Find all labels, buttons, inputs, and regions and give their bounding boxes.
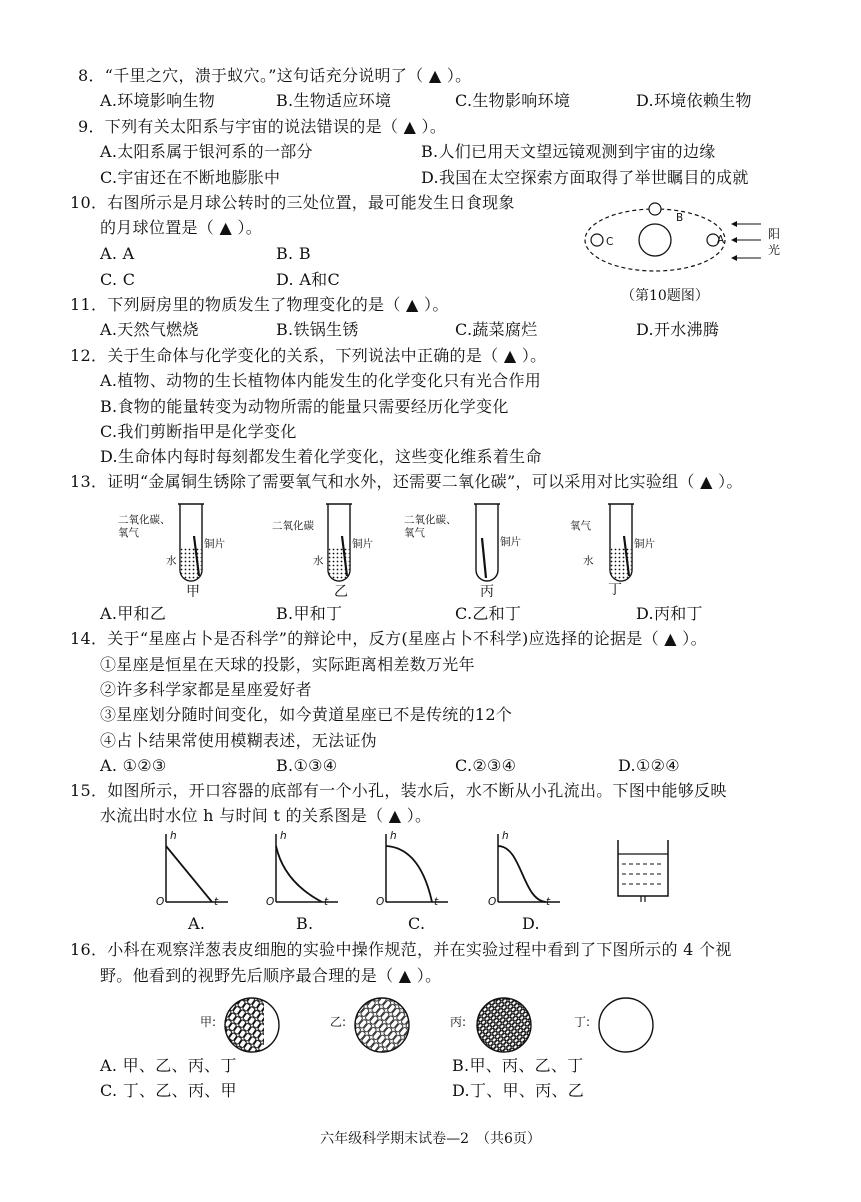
graph-d bbox=[492, 832, 562, 912]
q9-option-d[interactable]: D.我国在太空探索方面取得了举世瞩目的成就 bbox=[421, 168, 749, 187]
graph-a-label[interactable]: A. bbox=[188, 914, 206, 933]
view-ding-label: 丁: bbox=[574, 1015, 591, 1029]
tube-ding-name: 丁 bbox=[608, 582, 622, 598]
view-bing-label: 丙: bbox=[450, 1015, 467, 1029]
q8-option-d[interactable]: D.环境依赖生物 bbox=[636, 91, 752, 110]
graph-b-origin: O bbox=[266, 896, 275, 908]
fig10-label-c: C bbox=[606, 236, 614, 248]
q16-option-c[interactable]: C. 丁、乙、丙、甲 bbox=[100, 1081, 237, 1100]
q14-premise-4: ④占卜结果常使用模糊表述，无法证伪 bbox=[100, 731, 378, 750]
q10-stem: 10．右图所示是月球公转时的三处位置，最可能发生日食现象 bbox=[70, 193, 515, 212]
tube-jia-gas2: 氧气 bbox=[118, 527, 139, 539]
graph-d-origin: O bbox=[488, 896, 497, 908]
graph-c-t: t bbox=[434, 896, 439, 908]
moon-orbit-figure bbox=[585, 196, 785, 296]
test-tube-ding bbox=[590, 500, 640, 590]
tube-yi-water: 水 bbox=[313, 555, 324, 567]
q8-option-c[interactable]: C.生物影响环境 bbox=[455, 91, 571, 110]
q11-option-a[interactable]: A.天然气燃烧 bbox=[100, 320, 199, 339]
q13-option-a[interactable]: A.甲和乙 bbox=[100, 604, 167, 623]
q12-option-a[interactable]: A.植物、动物的生长植物体内能发生的化学变化只有光合作用 bbox=[100, 371, 542, 390]
graph-b-t: t bbox=[324, 896, 329, 908]
q16-option-b[interactable]: B.甲、丙、乙、丁 bbox=[452, 1056, 584, 1075]
tube-yi-name: 乙 bbox=[334, 584, 348, 600]
q16-stem-cont: 野。他看到的视野先后顺序最合理的是（ ▲ ）。 bbox=[100, 966, 442, 985]
tube-jia-name: 甲 bbox=[186, 584, 200, 600]
q16-stem: 16．小科在观察洋葱表皮细胞的实验中操作规范，并在实验过程中看到了下图所示的 4 个视 bbox=[70, 940, 732, 959]
tube-jia-copper: 铜片 bbox=[204, 538, 225, 550]
tube-jia-gas1: 二氧化碳、 bbox=[118, 514, 171, 526]
graph-b bbox=[270, 832, 340, 912]
tube-bing-gas2: 氧气 bbox=[404, 527, 425, 539]
test-tube-bing bbox=[456, 500, 506, 590]
q15-stem-cont: 水流出时水位 h 与时间 t 的关系图是（ ▲ ）。 bbox=[100, 806, 432, 825]
microscope-view-yi bbox=[352, 995, 412, 1055]
q11-option-c[interactable]: C.蔬菜腐烂 bbox=[455, 320, 538, 339]
q12-option-c[interactable]: C.我们剪断指甲是化学变化 bbox=[100, 422, 297, 441]
q10-option-b[interactable]: B. B bbox=[276, 244, 311, 263]
tube-yi-copper: 铜片 bbox=[352, 538, 373, 550]
q14-stem: 14．关于“星座占卜是否科学”的辩论中，反方(星座占卜不科学)应选择的论据是（ ▲ ）。 bbox=[70, 629, 707, 648]
fig10-light-label: 光 bbox=[768, 243, 781, 257]
q10-option-d[interactable]: D. A和C bbox=[276, 270, 341, 289]
fig10-label-a: A bbox=[717, 234, 725, 246]
q9-option-a[interactable]: A.太阳系属于银河系的一部分 bbox=[100, 142, 313, 161]
graph-c-origin: O bbox=[376, 896, 385, 908]
q14-option-c[interactable]: C.②③④ bbox=[455, 756, 517, 775]
q13-option-c[interactable]: C.乙和丁 bbox=[455, 604, 522, 623]
fig10-label-b: B bbox=[676, 212, 684, 224]
q8-option-b[interactable]: B.生物适应环境 bbox=[276, 91, 392, 110]
graph-a-t: t bbox=[214, 896, 219, 908]
q12-stem: 12．关于生命体与化学变化的关系，下列说法中正确的是（ ▲ ）。 bbox=[70, 346, 547, 365]
tube-bing-copper: 铜片 bbox=[500, 536, 521, 548]
q14-option-b[interactable]: B.①③④ bbox=[276, 756, 338, 775]
q11-option-d[interactable]: D.开水沸腾 bbox=[636, 320, 720, 339]
q10-stem-cont: 的月球位置是（ ▲ ）。 bbox=[100, 218, 263, 237]
tube-ding-copper: 铜片 bbox=[634, 538, 655, 550]
graph-d-t: t bbox=[546, 896, 551, 908]
q14-premise-2: ②许多科学家都是星座爱好者 bbox=[100, 680, 312, 699]
graph-b-label[interactable]: B. bbox=[296, 914, 314, 933]
q9-option-b[interactable]: B.人们已用天文望远镜观测到宇宙的边缘 bbox=[421, 142, 716, 161]
microscope-view-ding bbox=[596, 995, 656, 1055]
q12-option-b[interactable]: B.食物的能量转变为动物所需的能量只需要经历化学变化 bbox=[100, 397, 509, 416]
graph-a-h: h bbox=[170, 830, 177, 842]
q9-stem: 9．下列有关太阳系与宇宙的说法错误的是（ ▲ ）。 bbox=[78, 117, 447, 136]
q10-option-c[interactable]: C. C bbox=[100, 270, 136, 289]
tube-ding-water: 水 bbox=[583, 555, 594, 567]
tube-bing-name: 丙 bbox=[480, 584, 494, 600]
q14-option-a[interactable]: A. ①②③ bbox=[100, 756, 167, 775]
tube-bing-gas1: 二氧化碳、 bbox=[404, 514, 457, 526]
view-jia-label: 甲: bbox=[200, 1015, 217, 1029]
fig10-sun-label: 阳 bbox=[768, 227, 781, 241]
open-container-diagram bbox=[612, 840, 682, 910]
q14-premise-3: ③星座划分随时间变化，如今黄道星座已不是传统的12个 bbox=[100, 705, 513, 724]
q13-option-d[interactable]: D.丙和丁 bbox=[636, 604, 703, 623]
tube-jia-water: 水 bbox=[166, 555, 177, 567]
q15-stem: 15．如图所示，开口容器的底部有一个小孔，装水后，水不断从小孔流出。下图中能够反映 bbox=[70, 781, 727, 800]
q8-option-a[interactable]: A.环境影响生物 bbox=[100, 91, 216, 110]
page-footer: 六年级科学期末试卷—2 （共6页） bbox=[320, 1131, 541, 1147]
q13-stem: 13．证明“金属铜生锈除了需要氧气和水外，还需要二氧化碳”，可以采用对比实验组（ ▲ ）。 bbox=[70, 472, 743, 491]
fig10-caption: （第10题图） bbox=[621, 288, 709, 304]
graph-b-h: h bbox=[280, 830, 287, 842]
graph-a bbox=[160, 832, 230, 912]
q16-option-d[interactable]: D.丁、甲、丙、乙 bbox=[452, 1081, 585, 1100]
graph-c-h: h bbox=[390, 830, 397, 842]
tube-yi-gas1: 二氧化碳 bbox=[272, 520, 314, 532]
q12-option-d[interactable]: D.生命体内每时每刻都发生着化学变化，这些变化维系着生命 bbox=[100, 447, 542, 466]
q11-option-b[interactable]: B.铁锅生锈 bbox=[276, 320, 359, 339]
test-tube-yi bbox=[308, 500, 358, 590]
graph-d-h: h bbox=[502, 830, 509, 842]
graph-c bbox=[380, 832, 450, 912]
q11-stem: 11．下列厨房里的物质发生了物理变化的是（ ▲ ）。 bbox=[70, 295, 449, 314]
q9-option-c[interactable]: C.宇宙还在不断地膨胀中 bbox=[100, 168, 281, 187]
tube-ding-gas1: 氧气 bbox=[570, 520, 591, 532]
graph-a-origin: O bbox=[156, 896, 165, 908]
q16-option-a[interactable]: A. 甲、乙、丙、丁 bbox=[100, 1056, 237, 1075]
q13-option-b[interactable]: B.甲和丁 bbox=[276, 604, 343, 623]
view-yi-label: 乙: bbox=[330, 1015, 347, 1029]
graph-c-label[interactable]: C. bbox=[408, 914, 426, 933]
q10-option-a[interactable]: A. A bbox=[100, 244, 135, 263]
microscope-view-jia bbox=[222, 995, 282, 1055]
q14-premise-1: ①星座是恒星在天球的投影，实际距离相差数万光年 bbox=[100, 655, 475, 674]
q14-option-d[interactable]: D.①②④ bbox=[618, 756, 680, 775]
q8-stem: 8．“千里之穴，溃于蚁穴。”这句话充分说明了（ ▲ ）。 bbox=[78, 66, 472, 85]
microscope-view-bing bbox=[474, 995, 534, 1055]
graph-d-label[interactable]: D. bbox=[522, 914, 540, 933]
